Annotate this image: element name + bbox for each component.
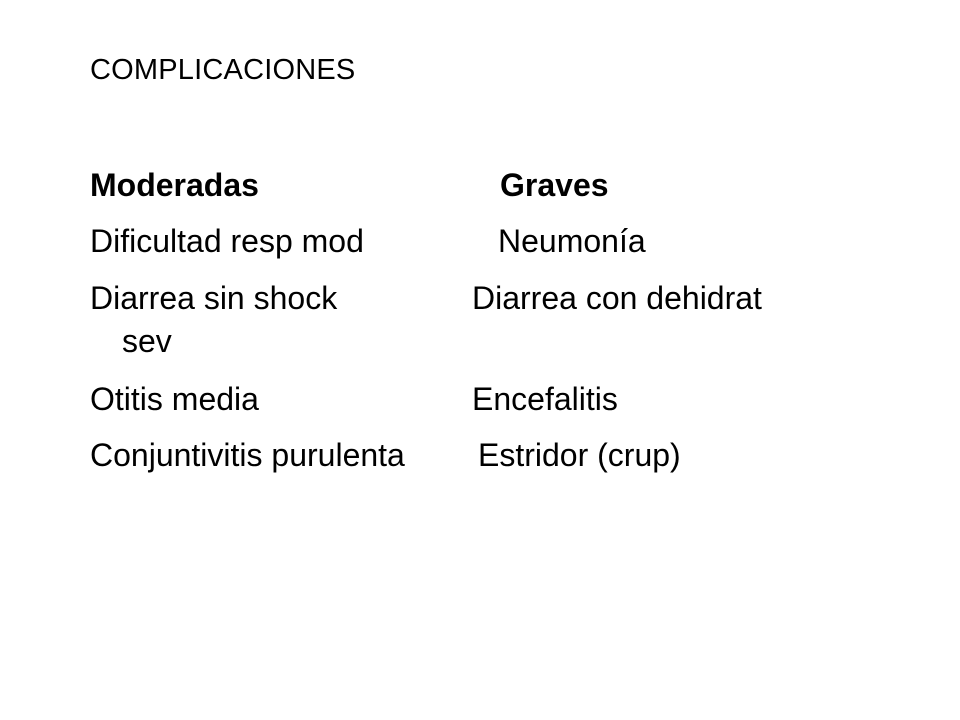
severe-item: Neumonía [498,223,646,259]
list-item [90,436,681,474]
moderate-item: Otitis media [90,381,259,417]
moderate-item: Conjuntivitis purulenta [90,437,405,473]
severe-item: Encefalitis [472,381,618,417]
moderadas-header: Moderadas [90,167,259,203]
column-headers-row [90,166,609,204]
severe-item: Diarrea con dehidrat [472,280,762,316]
moderate-item: Diarrea sin shock [90,280,338,316]
severe-item: Estridor (crup) [478,437,681,473]
severe-item-continuation: sev [122,323,172,359]
slide-title: COMPLICACIONES [90,54,356,86]
graves-header: Graves [500,167,609,203]
moderate-item: Dificultad resp mod [90,223,364,259]
list-item [90,380,618,418]
list-item [90,279,762,317]
list-item [90,222,646,260]
